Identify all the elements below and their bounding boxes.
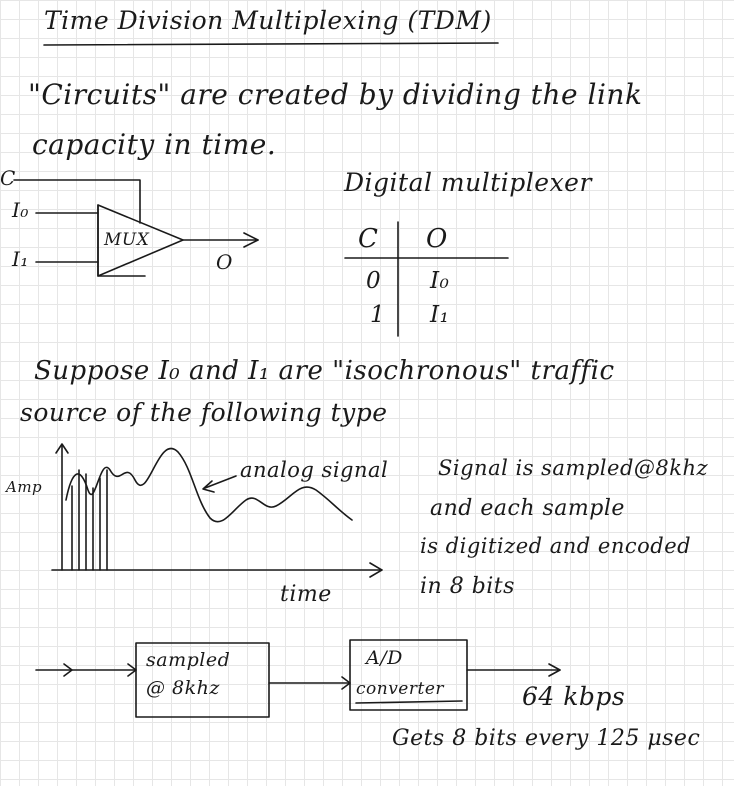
mux-input0-label: I₀ bbox=[12, 198, 29, 222]
title-underline bbox=[44, 43, 498, 45]
mux-block-label: MUX bbox=[104, 230, 150, 250]
pipeline-timing-note: Gets 8 bits every 125 μsec bbox=[392, 726, 701, 751]
pipeline-diagram bbox=[36, 640, 560, 717]
sampler-block-line-2: @ 8khz bbox=[146, 677, 220, 699]
truth-table-caption: Digital multiplexer bbox=[344, 168, 592, 197]
sampler-block-line-1: sampled bbox=[146, 649, 231, 671]
truth-table-header-c: C bbox=[358, 224, 379, 254]
truth-table-row1-c: 1 bbox=[370, 302, 386, 328]
converter-underline bbox=[356, 701, 462, 703]
label-pointer bbox=[205, 476, 236, 488]
mux-control-label: C bbox=[0, 166, 16, 190]
plot-y-label: Amp bbox=[6, 478, 43, 496]
suppose-line-2: source of the following type bbox=[20, 398, 388, 427]
truth-table-row0-c: 0 bbox=[366, 268, 382, 294]
mux-input1-label: I₁ bbox=[12, 247, 29, 271]
truth-table-row1-o: I₁ bbox=[430, 302, 450, 328]
truth-table-header-o: O bbox=[426, 224, 448, 254]
control-line bbox=[14, 180, 140, 223]
pipeline-rate: 64 kbps bbox=[522, 682, 626, 711]
ad-block-line-2: converter bbox=[356, 679, 445, 699]
intro-line-1: "Circuits" are created by dividing the link bbox=[28, 78, 643, 111]
plot-x-label: time bbox=[280, 582, 332, 607]
sample-lines bbox=[72, 470, 107, 570]
sampling-note-line-2: and each sample bbox=[430, 496, 625, 521]
plot-curve-label: analog signal bbox=[240, 458, 389, 482]
sampling-note-line-4: in 8 bits bbox=[420, 574, 515, 599]
truth-table-row0-o: I₀ bbox=[430, 268, 450, 294]
sampling-note-line-1: Signal is sampled@8khz bbox=[438, 456, 709, 480]
suppose-line-1: Suppose I₀ and I₁ are "isochronous" traffic bbox=[34, 356, 615, 386]
intro-line-2: capacity in time. bbox=[32, 128, 277, 161]
ad-block-line-1: A/D bbox=[366, 647, 403, 669]
sampling-note-line-3: is digitized and encoded bbox=[420, 534, 692, 558]
mux-output-label: O bbox=[216, 250, 233, 274]
page-title: Time Division Multiplexing (TDM) bbox=[44, 6, 492, 35]
